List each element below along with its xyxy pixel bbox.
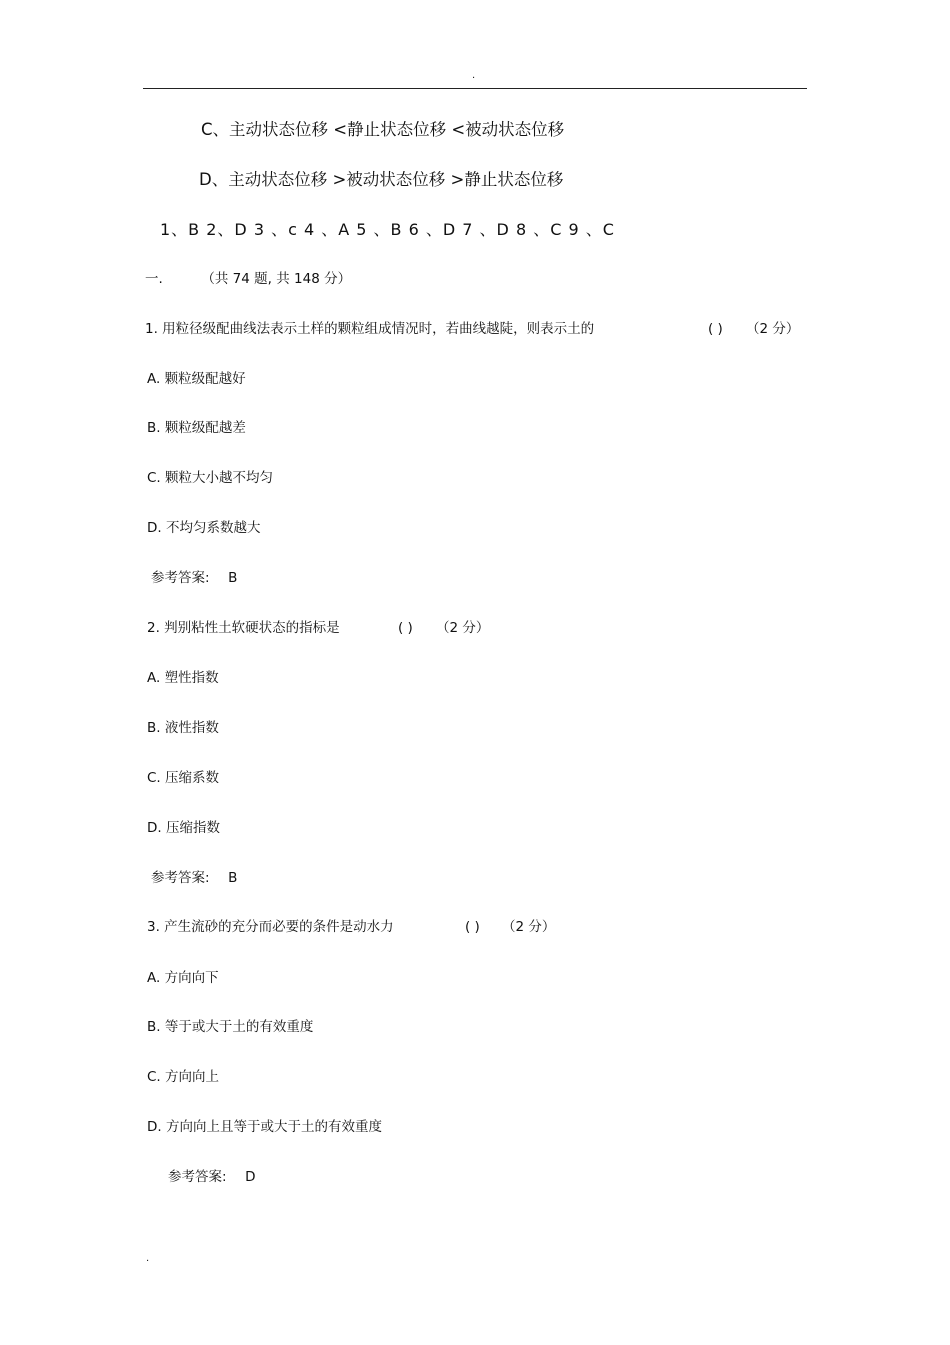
question-2-option-a: A. 塑性指数 bbox=[147, 670, 219, 686]
section-info: （共 74 题, 共 148 分） bbox=[201, 271, 352, 287]
section-index: 一. bbox=[145, 271, 163, 287]
header-rule bbox=[143, 88, 807, 89]
question-3-score: （2 分） bbox=[502, 919, 556, 935]
answer-label: 参考答案: bbox=[151, 570, 210, 586]
question-2-stem: 2. 判别粘性土软硬状态的指标是 bbox=[147, 620, 340, 636]
question-3-option-c: C. 方向向上 bbox=[147, 1069, 220, 1085]
prev-option-c: C、主动状态位移 <静止状态位移 <被动状态位移 bbox=[201, 120, 565, 139]
question-3-option-a: A. 方向向下 bbox=[147, 970, 219, 986]
question-1-blank: ( ) bbox=[708, 321, 723, 337]
question-3-answer bbox=[168, 1167, 256, 1187]
question-3-blank: ( ) bbox=[465, 919, 480, 935]
question-2-option-c: C. 压缩系数 bbox=[147, 770, 220, 786]
question-3-stem: 3. 产生流砂的充分而必要的条件是动水力 bbox=[147, 919, 394, 935]
question-2-option-b: B. 液性指数 bbox=[147, 720, 219, 736]
question-2-option-d: D. 压缩指数 bbox=[147, 820, 220, 836]
question-1-option-c: C. 颗粒大小越不均匀 bbox=[147, 470, 274, 486]
prev-option-d: D、主动状态位移 >被动状态位移 >静止状态位移 bbox=[199, 170, 564, 189]
answer-value: B bbox=[228, 570, 238, 586]
question-1-score: （2 分） bbox=[746, 321, 800, 337]
prev-answer-key: 1、B 2、D 3 、c 4 、A 5 、B 6 、D 7 、D 8 、C 9 、C bbox=[160, 220, 615, 239]
answer-label: 参考答案: bbox=[151, 870, 210, 886]
header-mark: . bbox=[472, 70, 476, 81]
answer-value: B bbox=[228, 870, 238, 886]
answer-value: D bbox=[245, 1169, 256, 1185]
section-heading bbox=[145, 269, 351, 289]
question-1-option-b: B. 颗粒级配越差 bbox=[147, 420, 246, 436]
question-1-stem: 1. 用粒径级配曲线法表示土样的颗粒组成情况时，若曲线越陡，则表示土的 bbox=[145, 321, 595, 337]
question-2-blank: ( ) bbox=[398, 620, 413, 636]
question-1-option-d: D. 不均匀系数越大 bbox=[147, 520, 261, 536]
question-3-option-d: D. 方向向上且等于或大于土的有效重度 bbox=[147, 1119, 382, 1135]
question-1-answer bbox=[151, 568, 237, 588]
answer-label: 参考答案: bbox=[168, 1169, 227, 1185]
question-1-option-a: A. 颗粒级配越好 bbox=[147, 371, 246, 387]
question-3-option-b: B. 等于或大于土的有效重度 bbox=[147, 1019, 314, 1035]
question-2-answer bbox=[151, 868, 237, 888]
footer-mark: . bbox=[146, 1253, 150, 1264]
question-2-score: （2 分） bbox=[436, 620, 490, 636]
